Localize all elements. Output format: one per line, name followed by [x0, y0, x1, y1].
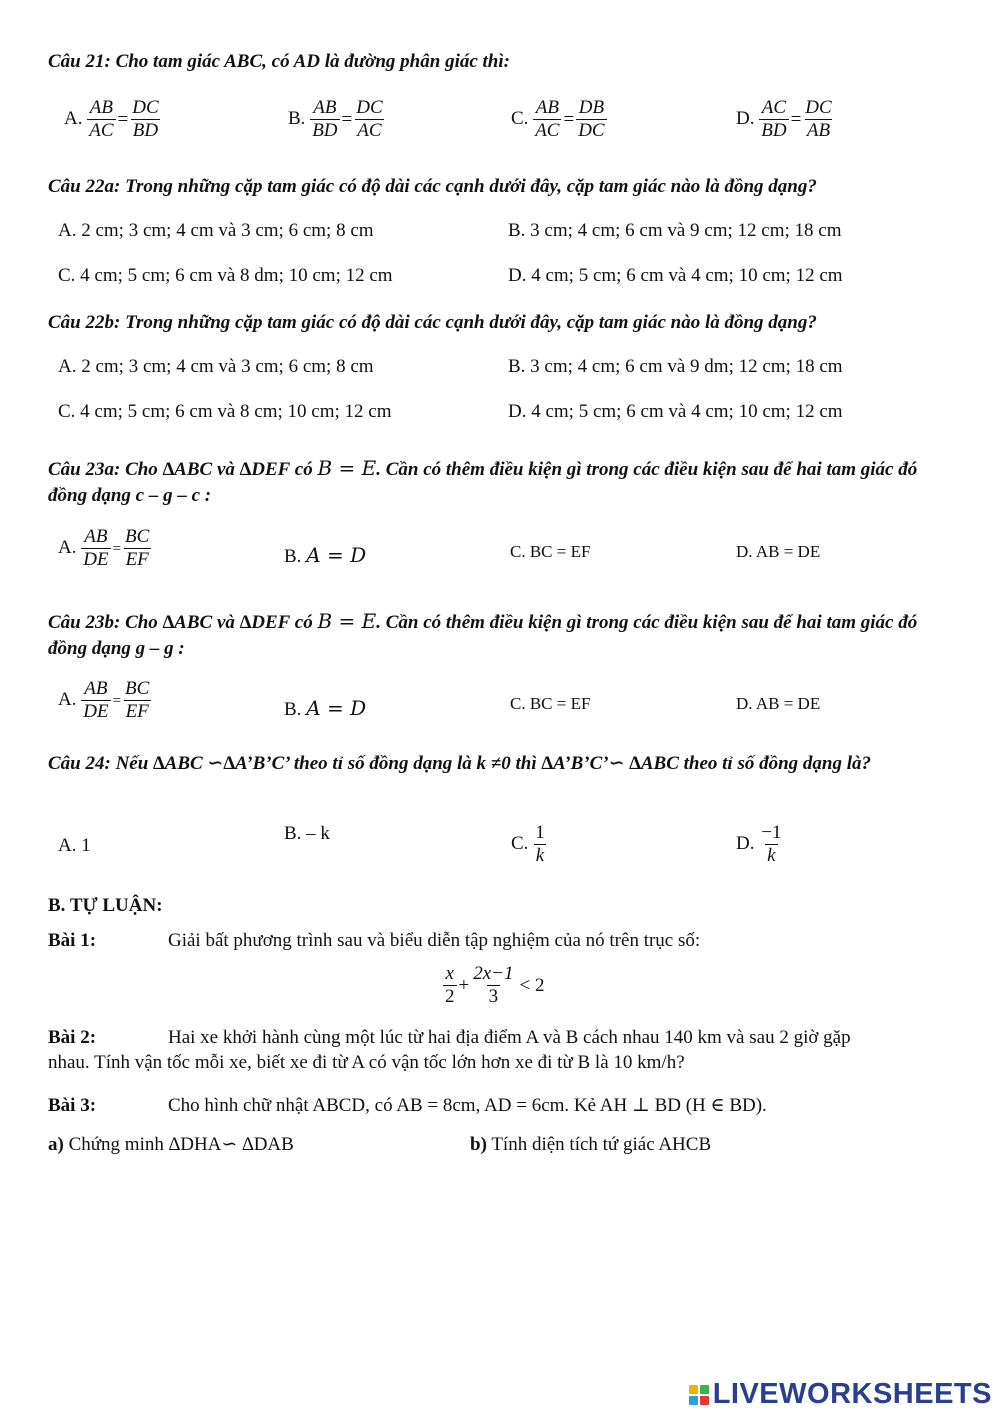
bai3-part-a: a) Chứng minh ∆DHA∽ ∆DAB: [48, 1134, 294, 1155]
question-21: Câu 21: Cho tam giác ABC, có AD là đường phân giác thì:: [48, 51, 510, 72]
q22b-option-d[interactable]: D. 4 cm; 5 cm; 6 cm và 4 cm; 10 cm; 12 cm: [508, 401, 843, 422]
section-title: B. TỰ LUẬN:: [48, 895, 163, 916]
bai3-part-b: b) Tính diện tích tứ giác AHCB: [470, 1134, 712, 1155]
q22a-option-c[interactable]: C. 4 cm; 5 cm; 6 cm và 8 dm; 10 cm; 12 cm: [58, 265, 393, 286]
q22a-option-a[interactable]: A. 2 cm; 3 cm; 4 cm và 3 cm; 6 cm; 8 cm: [58, 220, 374, 241]
question-23a: Câu 23a: Cho ∆ABC và ∆DEF có B = E. Cần có thêm điều kiện gì trong các điều kiện sau để hai tam giác đó đồng dạng c – g – c :: [48, 456, 918, 506]
question-22b: Câu 22b: Trong những cặp tam giác có độ dài các cạnh dưới đây, cặp tam giác nào là đồng dạng?: [48, 312, 817, 333]
angle-condition: B = E: [317, 609, 377, 633]
q23b-option-a[interactable]: A. $\frac{AB}{DE}$ = $\frac{BC}{EF}$: [58, 678, 150, 722]
q22b-option-c[interactable]: C. 4 cm; 5 cm; 6 cm và 8 cm; 10 cm; 12 cm: [58, 401, 392, 422]
q23a-option-c[interactable]: C. BC = EF: [510, 542, 591, 561]
q23a-option-d[interactable]: D. AB = DE: [736, 542, 821, 561]
q24-option-c[interactable]: C. $\frac{1}{k}$: [511, 822, 545, 866]
q23b-option-b[interactable]: B. A = D: [284, 696, 367, 720]
q21-option-d[interactable]: D. $\frac{AC}{BD}$ = $\frac{DC}{AB}$: [736, 97, 832, 141]
q22a-option-d[interactable]: D. 4 cm; 5 cm; 6 cm và 4 cm; 10 cm; 12 cm: [508, 265, 843, 286]
q21-option-b[interactable]: B. $\frac{AB}{BD}$ = $\frac{DC}{AC}$: [288, 97, 383, 141]
q24-option-b[interactable]: B. – k: [284, 823, 330, 844]
q23b-option-c[interactable]: C. BC = EF: [510, 694, 591, 713]
question-24: Câu 24: Nếu ∆ABC ∽∆A’B’C’ theo tỉ số đồng dạng là k ≠0 thì ∆A’B’C’∽ ∆ABC theo tỉ số đồng dạng là?: [48, 753, 872, 774]
q22b-option-b[interactable]: B. 3 cm; 4 cm; 6 cm và 9 dm; 12 cm; 18 cm: [508, 356, 843, 377]
bai3-text: Cho hình chữ nhật ABCD, có AB = 8cm, AD = 6cm. Kẻ AH ⊥ BD (H ∈ BD).: [168, 1095, 767, 1116]
bai2-label: Bài 2:: [48, 1027, 97, 1048]
liveworksheets-logo: LIVEWORKSHEETS: [689, 1378, 992, 1411]
q24-option-d[interactable]: D. $\frac{-1}{k}$: [736, 822, 782, 866]
q23b-option-d[interactable]: D. AB = DE: [736, 694, 821, 713]
q23a-option-a[interactable]: A. $\frac{AB}{DE}$ = $\frac{BC}{EF}$: [58, 526, 150, 570]
angle-condition: B = E: [317, 456, 377, 480]
logo-mark-icon: [689, 1385, 709, 1405]
q24-option-a[interactable]: A. 1: [58, 835, 91, 856]
bai1-label: Bài 1:: [48, 930, 97, 951]
q21-option-a[interactable]: A. $\frac{AB}{AC}$ = $\frac{DC}{BD}$: [64, 97, 159, 141]
q22b-option-a[interactable]: A. 2 cm; 3 cm; 4 cm và 3 cm; 6 cm; 8 cm: [58, 356, 374, 377]
q21-option-c[interactable]: C. $\frac{AB}{AC}$ = $\frac{DB}{DC}$: [511, 97, 605, 141]
bai1-text: Giải bất phương trình sau và biểu diễn tập nghiệm của nó trên trục số:: [168, 930, 701, 951]
question-23b: Câu 23b: Cho ∆ABC và ∆DEF có B = E. Cần có thêm điều kiện gì trong các điều kiện sau để hai tam giác đó đồng dạng g – g :: [48, 609, 918, 659]
q23a-option-b[interactable]: B. A = D: [284, 543, 367, 567]
bai1-inequality: $\frac{x}{2}$ + $\frac{2x-1}{3}$ < 2: [445, 963, 545, 1007]
q22a-option-b[interactable]: B. 3 cm; 4 cm; 6 cm và 9 cm; 12 cm; 18 cm: [508, 220, 842, 241]
bai2-line1: Hai xe khởi hành cùng một lúc từ hai địa điểm A và B cách nhau 140 km và sau 2 giờ gặp: [168, 1027, 851, 1048]
bai3-label: Bài 3:: [48, 1095, 97, 1116]
bai2-line2: nhau. Tính vận tốc mỗi xe, biết xe đi từ A có vận tốc lớn hơn xe đi từ B là 10 km/h?: [48, 1052, 685, 1073]
question-22a: Câu 22a: Trong những cặp tam giác có độ dài các cạnh dưới đây, cặp tam giác nào là đồng dạng?: [48, 176, 817, 197]
